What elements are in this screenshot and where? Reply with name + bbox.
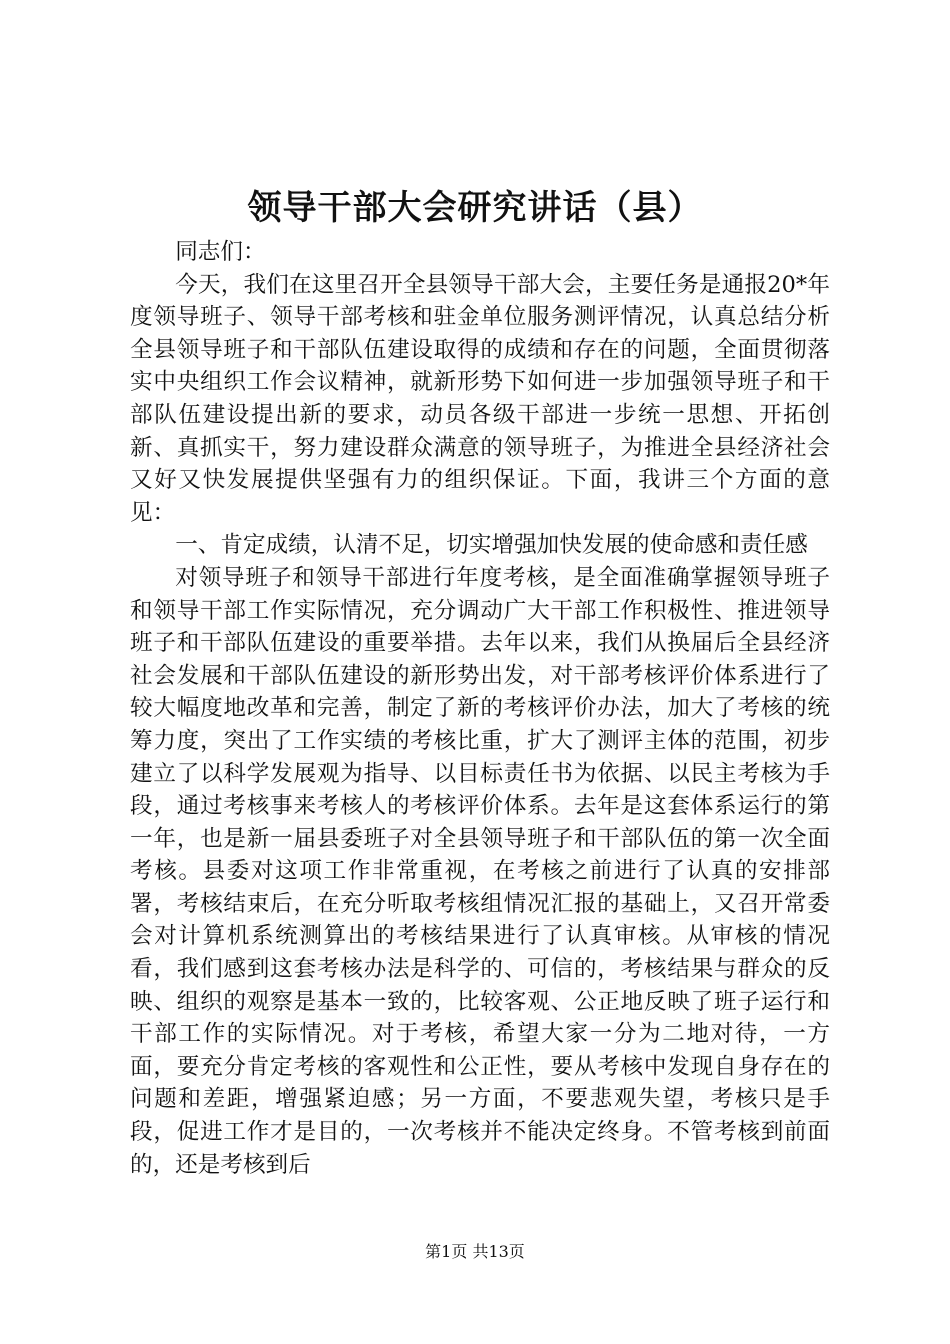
salutation: 同志们： bbox=[175, 239, 266, 265]
document-title: 领导干部大会研究讲话（县） bbox=[247, 188, 703, 228]
paragraph-assessment: 对领导班子和领导干部进行年度考核，是全面准确掌握领导班子和领导干部工作实际情况，充分调动广大干部工作积极性、推进领导班子和干部队伍建设的重要举措。去年以来，我们从换届后全县经济社会发展和干部队伍建设的新形势出发，对干部考核评价体系进行了较大幅度地改革和完善，制定了新的考核评价办法，加大了考核的统筹力度，突出了工作实绩的考核比重，扩大了测评主体的范围，初步建立了以科学发展观为指导、以目标责任书为依据、以民主考核为手段，通过考核事来考核人的考核评价体系。去年是这套体系运行的第一年，也是新一届县委班子对全县领导班子和干部队伍的第一次全面考核。县委对这项工作非常重视，在考核之前进行了认真的安排部署，考核结束后，在充分听取考核组情况汇报的基础上，又召开常委会对计算机系统测算出的考核结果进行了认真审核。从审核的情况看，我们感到这套考核办法是科学的、可信的，考核结果与群众的反映、组织的观察是基本一致的，比较客观、公正地反映了班子运行和干部工作的实际情况。对于考核，希望大家一分为二地对待，一方面，要充分肯定考核的客观性和公正性，要从考核中发现自身存在的问题和差距，增强紧迫感；另一方面，不要悲观失望，考核只是手段，促进工作才是目的，一次考核并不能决定终身。不管考核到前面的，还是考核到后 bbox=[130, 564, 830, 1178]
page-footer: 第1页 共13页 bbox=[425, 1242, 525, 1261]
paragraph-intro: 今天，我们在这里召开全县领导干部大会，主要任务是通报20*年度领导班子、领导干部考核和驻金单位服务测评情况，认真总结分析全县领导班子和干部队伍建设取得的成绩和存在的问题，全面贯彻落实中央组织工作会议精神，就新形势下如何进一步加强领导班子和干部队伍建设提出新的要求，动员各级干部进一步统一思想、开拓创新、真抓实干，努力建设群众满意的领导班子，为推进全县经济社会又好又快发展提供坚强有力的组织保证。下面，我讲三个方面的意见： bbox=[130, 271, 830, 526]
section-heading-1: 一、肯定成绩，认清不足，切实增强加快发展的使命感和责任感 bbox=[175, 532, 808, 559]
document-body bbox=[130, 236, 830, 1181]
